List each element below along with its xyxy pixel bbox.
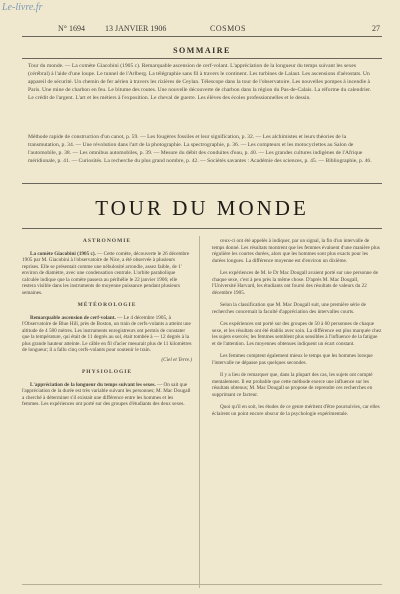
article-text: — Le 4 décembre 1905, à l'Observatoire de Blue Hill, près de Boston, un train de cerfs-volants a atteint une altitude de 4 580 mètres. Les instruments enregistreurs ont permis de constater que la température, qui était de 11 degrés au sol, était tombée à — 12 degrés à la plus grande hauteur atteinte. Le câble en fil d'acier mesurait plus de 11 kilomètres de longueur; il a fallu cinq cerfs-volants pour soutenir le train. [22, 314, 192, 353]
summary-bottom-rule [22, 183, 382, 184]
bottom-rule [22, 584, 382, 585]
main-title-rule [22, 228, 382, 229]
main-section-title: TOUR DU MONDE [95, 196, 309, 220]
article-title: L'appréciation de la longueur du temps suivant les sexes. [30, 381, 156, 388]
paragraph: Il y a lieu de remarquer que, dans la plupart des cas, les sujets ont compté mentalement. Il est probable que cette méthode exerce une influence sur les résultats obtenus; M. Mac Dougall se propose de reprendre ces recherches en supprimant ce facteur. [212, 372, 373, 398]
article-physiology [22, 382, 192, 408]
paragraph: Les femmes comptent également mieux le temps que les hommes lorsque l'intervalle ne dépasse pas quelques secondes. [212, 353, 373, 366]
paragraph: Selon la classification que M. Mac Dougall suit, une première série de recherches concernait la faculté d'appréciation des intervalles courts. [212, 302, 366, 315]
summary-paragraph-2: Méthode rapide de construction d'un canot, p. 59. — Les fougères fossiles et leur signification, p. 32. — Les alchimistes et leurs théories de la transmutation, p. 34. — Une révolution dans l'art de la photographie. La spectrographie, p. 36. — Les compteurs et les motocyclettes au Salon de l'automobile, p. 38. — Les omnibus automobiles, p. 39. — Mesure du débit des conduites d'eau, p. 40. — Les grandes cultures indigènes de l'Afrique méridionale, p. 41. — Curiosités. La recherche du plus grand nombre, p. 42. — Sociétés savantes : Académie des sciences, p. 45. — Bibliographie, p. 46. [28, 134, 372, 164]
article-title: Remarquable ascension de cerf-volant. [30, 314, 116, 321]
summary-paragraph-1: Tour du monde. — La comète Giacobini (1905 c). Remarquable ascension de cerf-volant. L'appréciation de la longueur du temps suivant les sexes (cérébral) à l'aide d'une loupe. Le tunnel de l'Arlberg. La télégraphie sans fil à travers le continent. Les turbines de Lalaut. Les ascensions d'aérostats. Un appareil de sécurité. Un chemin de fer aérien à travers les rizières de Ceylan. Télescope dans la tour de l'observatoire. Les nouvelles pompes à incendie à Paris. Une mine de charbon en feu. Le bitume des routes. Une nouvelle découverte de charbon dans la région du Pas-de-Calais. La réforme du calendrier. Le crédit de l'argent. L'art et les métiers à l'exposition. Le cheval de guerre. Les élèves des écoles professionnelles et le dessin. [28, 63, 372, 101]
left-column [22, 238, 192, 414]
section-heading: MÉTÉOROLOGIE [77, 302, 137, 308]
page-number: 27 [372, 24, 380, 33]
paragraph: Quoi qu'il en soit, les études de ce genre méritent d'être poursuivies, car elles éclairent un point encore obscur de la psychologie expérimentale. [212, 404, 380, 417]
column-gutter [199, 236, 200, 588]
issue-date: 13 JANVIER 1906 [105, 24, 167, 33]
sommaire-title: SOMMAIRE [173, 46, 231, 55]
paragraph: Ces expériences ont porté sur des groupes de 50 à 60 personnes de chaque sexe, et les résultats ont été établis avec soin. La différence est plus marquée chez les sujets exercés; les femmes semblent plus sensibles à l'influence de la fatigue et de l'attention. Les moyennes obtenues indiquent un écart constant. [212, 321, 382, 347]
article-text: — Cette comète, découverte le 26 décembre 1905 par M. Giacobini à l'observatoire de Nice, a été observée à plusieurs reprises. Elle se présentait comme une nébulosité arrondie, assez faible, de 1' environ de diamètre, avec une condensation centrale. L'orbite parabolique calculée indique que la comète passera au périhélie le 22 janvier 1906; elle restera visible dans les instruments de moyenne puissance pendant plusieurs semaines. [22, 250, 190, 296]
publication-title: COSMOS [210, 24, 246, 33]
paragraph: Les expériences de M. le Dr Mac Dougall avaient porté sur une personne de chaque sexe, c'est à peu près la même chose. D'après M. Mac Dougall, l'Université Harvard, les étudiants ont fourni des résultats de valeurs du 22 décembre 1905. [212, 270, 378, 296]
article-text: — On sait que l'appréciation de la durée est très variable suivant les personnes; M. Mac Dougall a cherché à déterminer s'il existait une différence entre les hommes et les femmes. Les expériences ont porté sur des groupes d'étudiants des deux sexes. [22, 381, 191, 407]
section-heading: ASTRONOMIE [82, 238, 132, 244]
watermark: Le-livre.fr [2, 2, 43, 13]
page-header [22, 22, 382, 37]
section-heading: PHYSIOLOGIE [81, 369, 133, 375]
sommaire-top-rule [22, 58, 382, 59]
right-column [212, 238, 382, 423]
article-comet [22, 251, 192, 297]
article-title: La comète Giacobini (1905 c). [30, 250, 96, 257]
article-signature: (Ciel et Terre.) [161, 356, 192, 363]
issue-number: N° 1694 [58, 24, 85, 33]
paragraph: ceux-ci ont été appelés à indiquer, par un signal, la fin d'un intervalle de temps donné. Les résultats montrent que les femmes évaluent d'une manière plus régulière les courtes durées, alors que les hommes sont plus exacts pour les durées longues. La différence moyenne est d'environ un dixième. [212, 238, 380, 264]
article-kite [22, 315, 192, 354]
